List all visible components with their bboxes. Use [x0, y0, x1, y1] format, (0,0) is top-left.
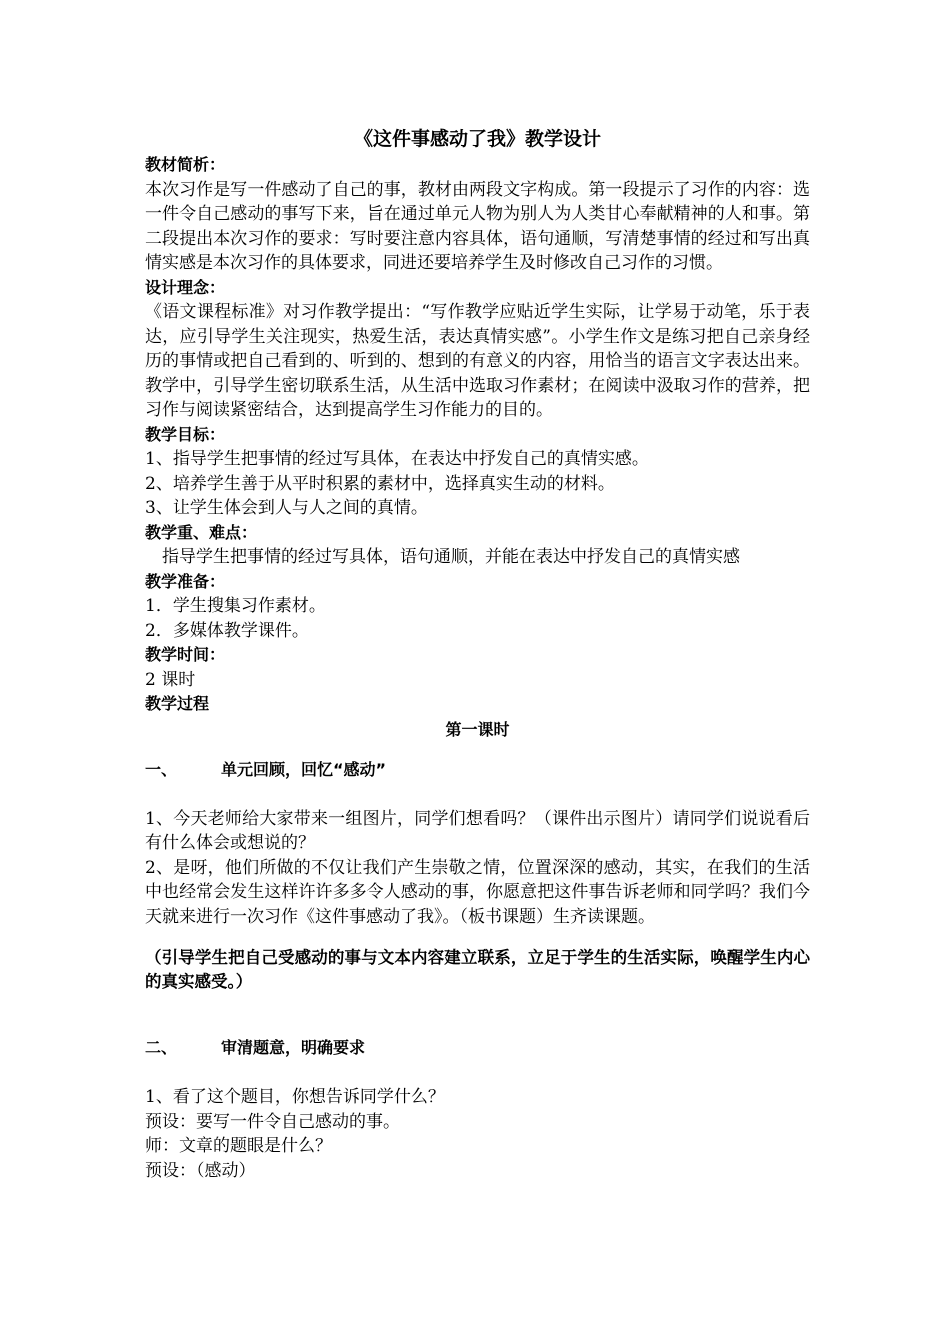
- goal-item: 1、指导学生把事情的经过写具体，在表达中抒发自己的真情实感。: [145, 449, 649, 469]
- section-title: 单元回顾，回忆“感动”: [221, 759, 387, 779]
- section-number: 一、: [145, 759, 178, 779]
- document-page: [145, 126, 810, 1183]
- paragraph-design-concept: 《语文课程标准》对习作教学提出：“写作教学应贴近学生实际，让学易于动笔，乐于表达，应引导学生关注现实，热爱生活，表达真情实感”。小学生作文是练习把自己亲身经历的事情或把自己看到的、听到的、想到的有意义的内容，用恰当的语言文字表达出来。教学中，引导学生密切联系生活，从生活中选取习作素材；在阅读中汲取习作的营养，把习作与阅读紧密结合，达到提高学生习作能力的目的。: [145, 302, 810, 420]
- process-line: 预设：要写一件令自己感动的事。: [145, 1111, 400, 1132]
- process-line: 师：文章的题眼是什么？: [145, 1136, 332, 1156]
- heading-preparation: 教学准备：: [145, 571, 226, 591]
- paragraph-step-1: 1、今天老师给大家带来一组图片，同学们想看吗？（课件出示图片）请同学们说说看后有什么体会或想说的？: [145, 808, 810, 853]
- paragraph-guidance-note: （引导学生把自己受感动的事与文本内容建立联系，立足于学生的生活实际，唤醒学生内心的真实感受。）: [145, 947, 810, 991]
- preparation-item: 2．多媒体教学课件。: [145, 620, 309, 641]
- heading-teaching-goals: 教学目标：: [145, 424, 226, 444]
- paragraph-key-points: 指导学生把事情的经过写具体，语句通顺，并能在表达中抒发自己的真情实感: [162, 547, 740, 567]
- section-heading-one: [145, 758, 810, 782]
- heading-design-concept: 设计理念：: [145, 277, 226, 297]
- heading-key-points: 教学重、难点：: [145, 522, 258, 542]
- goal-item: 3、让学生体会到人与人之间的真情。: [145, 498, 428, 518]
- document-title: 《这件事感动了我》教学设计: [353, 128, 601, 150]
- heading-textbook-analysis: 教材简析：: [145, 155, 226, 174]
- goal-item: 2、培养学生善于从平时积累的素材中，选择真实生动的材料。: [145, 473, 615, 494]
- heading-teaching-process: 教学过程: [145, 694, 210, 713]
- section-title: 审清题意，明确要求: [221, 1038, 366, 1057]
- paragraph-step-2: 2、是呀，他们所做的不仅让我们产生崇敬之情，位置深深的感动，其实，在我们的生活中也经常会发生这样许许多多令人感动的事，你愿意把这件事告诉老师和同学吗？我们今天就来进行一次习作《这件事感动了我》。（板书课题）生齐读课题。: [145, 857, 810, 927]
- section-number: 二、: [145, 1038, 178, 1057]
- process-line: 预设：（感动）: [145, 1160, 256, 1181]
- paragraph-teaching-time: 2 课时: [145, 669, 196, 690]
- lesson-heading: 第一课时: [445, 719, 510, 739]
- process-line: 1、看了这个题目，你想告诉同学什么？: [145, 1087, 445, 1107]
- section-heading-two: [145, 1036, 810, 1060]
- paragraph-textbook-analysis: 本次习作是写一件感动了自己的事，教材由两段文字构成。第一段提示了习作的内容：选一件令自己感动的事写下来，旨在通过单元人物为别人为人类甘心奉献精神的人和事。第二段提出本次习作的要求：写时要注意内容具体，语句通顺，写清楚事情的经过和写出真情实感是本次习作的具体要求，同进还要培养学生及时修改自己习作的习惯。: [145, 179, 810, 273]
- preparation-item: 1．学生搜集习作素材。: [145, 596, 326, 616]
- heading-teaching-time: 教学时间：: [145, 645, 226, 664]
